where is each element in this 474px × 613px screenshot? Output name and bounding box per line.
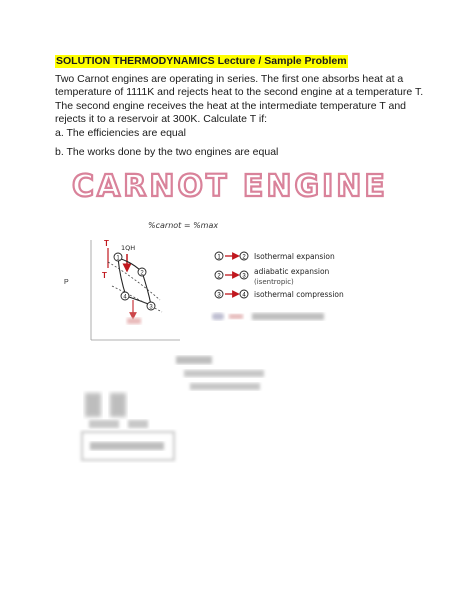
option-b: b. The works done by the two engines are equal — [55, 146, 279, 158]
option-a: a. The efficiencies are equal — [55, 127, 186, 139]
step-row-2 — [215, 267, 330, 286]
curve-4-1 — [116, 255, 126, 296]
label-t-high: T — [104, 239, 109, 248]
step-row-1 — [215, 252, 335, 261]
state-3 — [147, 302, 155, 311]
state-2-label: 2 — [140, 270, 144, 277]
efficiency-note: %carnot = %max — [148, 221, 219, 230]
step-3-text: isothermal compression — [254, 290, 344, 299]
axis-label-p: P — [64, 279, 69, 286]
label-t-low: T — [102, 271, 107, 280]
state-1 — [114, 253, 122, 262]
state-3-label: 3 — [149, 304, 153, 311]
isotherm-dashed-1 — [108, 262, 160, 300]
problem-paragraph: Two Carnot engines are operating in series. The first one absorbs heat at a temperature of 1111K and rejects heat to the second engine at a temperature T. The second engine receives the heat at the intermediate temperature T and rejects it to a reservoir at 300K. Calculate T if: — [55, 73, 424, 125]
step-row-3 — [215, 290, 344, 299]
page-title: SOLUTION THERMODYNAMICS Lecture / Sample Problem — [56, 55, 347, 67]
figure-heading: CARNOT ENGINE — [72, 169, 388, 204]
state-4-label: 4 — [123, 294, 127, 301]
step-3-to: 4 — [242, 292, 246, 299]
state-2 — [138, 268, 146, 277]
state-4 — [121, 292, 129, 301]
step-2-to: 3 — [242, 273, 246, 280]
step-1-to: 2 — [242, 254, 246, 261]
blurred-notes — [82, 313, 324, 460]
label-qh: 1QH — [121, 244, 136, 252]
step-2-from: 2 — [217, 273, 221, 280]
step-1-text: Isothermal expansion — [254, 252, 335, 261]
curve-2-3 — [142, 272, 151, 305]
step-2-text: adiabatic expansion — [254, 267, 330, 276]
blurred-qc-label — [127, 318, 141, 324]
step-1-from: 1 — [217, 254, 221, 261]
step-3-from: 3 — [217, 292, 221, 299]
step-2-note: (isentropic) — [254, 278, 294, 286]
state-1-label: 1 — [116, 255, 120, 262]
